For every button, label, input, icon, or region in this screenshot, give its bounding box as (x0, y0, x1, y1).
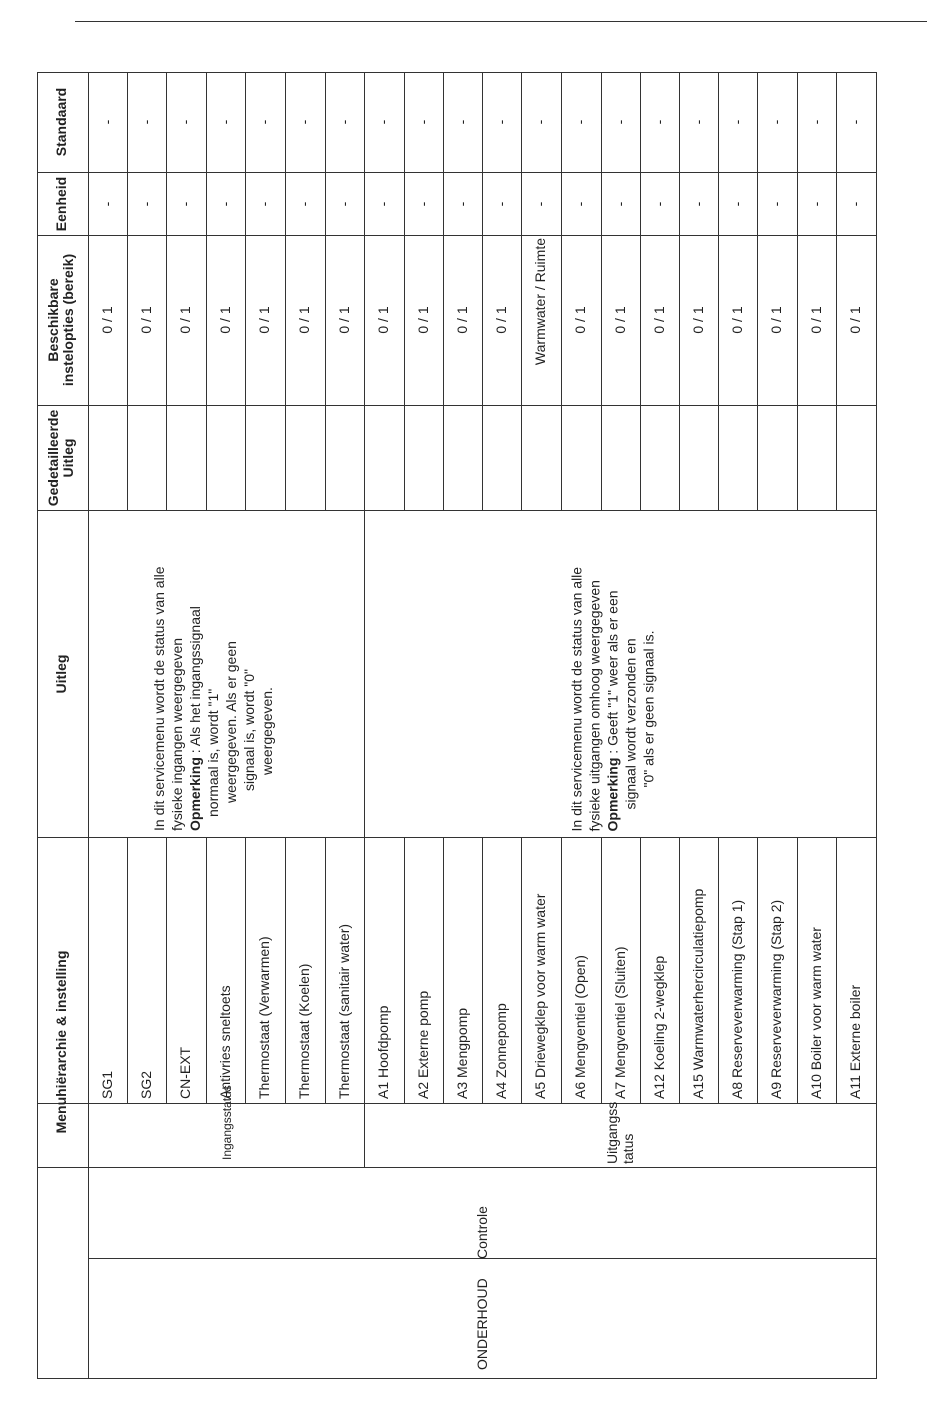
uitleg-uitgang-note (603, 516, 621, 831)
row-default-text: - (572, 119, 588, 125)
row-unit (336, 184, 354, 224)
row-range (651, 238, 669, 402)
row-name-text: Thermostaat (sanitair water) (335, 923, 352, 1099)
row-unit-text: - (492, 201, 509, 206)
row-separator (757, 72, 758, 510)
row-default (612, 102, 630, 142)
band-line (37, 510, 876, 511)
uitleg-uitgang-note-label: Opmerking (604, 757, 620, 831)
row-default-text: - (414, 119, 431, 125)
row-separator (206, 72, 207, 510)
row-unit-text: - (414, 201, 431, 206)
row-name (217, 841, 235, 1099)
uitleg-uitgang-line1: In dit servicemenu wordt de status van alle (568, 566, 584, 831)
row-range (729, 238, 747, 402)
row-name-text: Thermostaat (Verwarmen) (256, 936, 272, 1099)
row-range-text: Warmwater / Ruimte (532, 238, 548, 366)
uitleg-uitgang-note2: signaal wordt verzonden en (622, 637, 638, 809)
row-name (256, 841, 274, 1099)
uitleg-ingang-line1: In dit servicemenu wordt de status van alle (151, 566, 167, 831)
row-default (138, 102, 156, 142)
row-range-text: 0 / 1 (492, 306, 509, 334)
row-separator (757, 837, 758, 1103)
row-separator (797, 72, 798, 510)
row-name-text: A11 Externe boiler (847, 984, 863, 1099)
group-uitgangsstatus (604, 1101, 638, 1164)
row-name (768, 841, 786, 1099)
row-name-text: CN-EXT (177, 1046, 193, 1099)
row-unit (690, 184, 708, 224)
row-default (454, 102, 472, 142)
row-range (415, 238, 433, 402)
header-menu-line1: Menuhiërarchie & instelling (52, 950, 69, 1134)
row-default-text: - (216, 119, 233, 125)
row-default (217, 102, 235, 142)
row-range-text: 0 / 1 (177, 306, 193, 334)
row-unit (454, 184, 472, 224)
row-range (138, 238, 156, 402)
row-range-text: 0 / 1 (650, 306, 667, 334)
row-separator (166, 837, 167, 1103)
row-separator (561, 837, 562, 1103)
header-gedetailleerd-line1: Gedetailleerde (44, 409, 61, 506)
rotated-settings-table (37, 72, 876, 1378)
row-default (572, 102, 590, 142)
row-name-text: A5 Driewegklep voor warm water (532, 893, 548, 1099)
row-unit-text: - (532, 201, 548, 206)
row-separator (482, 837, 483, 1103)
row-separator (404, 72, 405, 510)
row-name-text: Antivries sneltoets (216, 985, 233, 1099)
row-name (847, 841, 865, 1099)
row-range-text: 0 / 1 (611, 306, 628, 334)
row-name (690, 841, 708, 1099)
row-range (256, 238, 274, 402)
row-name-text: A1 Hoofdpomp (375, 1005, 391, 1099)
uitleg-ingang-note4: signaal is, wordt "0" (241, 669, 257, 791)
row-separator (679, 72, 680, 510)
uitleg-uitgang-line2: fysieke uitgangen omhoog weergegeven (586, 579, 602, 831)
row-unit-text: - (689, 201, 706, 206)
row-name-text: A6 Mengventiel (Open) (572, 955, 588, 1099)
row-separator (521, 837, 522, 1103)
row-default-text: - (532, 119, 548, 125)
row-range (768, 238, 786, 402)
table-border-bottom (37, 1378, 877, 1379)
header-bereik-line2: instelopties (bereik) (59, 253, 76, 387)
row-default-text: - (335, 119, 352, 125)
row-name-text: A7 Mengventiel (Sluiten) (611, 946, 628, 1099)
row-default (768, 102, 786, 142)
group-ingang-label: Ingangsstatus (220, 1085, 234, 1160)
row-name-text: A10 Boiler voor warm water (807, 927, 824, 1099)
uitleg-uitgang (567, 516, 681, 831)
uitleg-ingang-note5: weergegeven. (259, 687, 275, 775)
row-name (375, 841, 393, 1099)
row-name-text: A9 Reserveverwarming (Stap 2) (768, 899, 784, 1099)
row-name (138, 841, 156, 1099)
row-range-text: 0 / 1 (256, 306, 272, 334)
row-separator (797, 837, 798, 1103)
row-unit-text: - (375, 201, 391, 206)
group-uitgang-line1: Uitgangss (604, 1101, 620, 1164)
header-menu (54, 917, 72, 1167)
row-range (690, 238, 708, 402)
row-unit-text: - (256, 201, 272, 206)
row-name (454, 841, 472, 1099)
level2-label: Controle (474, 1205, 490, 1259)
row-default-text: - (177, 119, 193, 125)
row-separator (127, 72, 128, 510)
band-line (37, 172, 876, 173)
group-uitgang-line2: tatus (620, 1133, 636, 1164)
row-default (415, 102, 433, 142)
row-default (651, 102, 669, 142)
row-default-text: - (689, 119, 706, 125)
row-range (454, 238, 472, 402)
header-column-edge (88, 72, 89, 1378)
row-name-text: A8 Reserveverwarming (Stap 1) (728, 899, 745, 1099)
row-name (808, 841, 826, 1099)
row-default-text: - (137, 119, 154, 125)
row-range (847, 238, 865, 402)
row-name (651, 841, 669, 1099)
header-uitleg-line1: Uitleg (52, 654, 69, 693)
row-name-text: SG2 (137, 1070, 154, 1099)
row-unit (493, 184, 511, 224)
row-range (177, 238, 195, 402)
table-border-top (37, 72, 876, 73)
row-default-text: - (847, 119, 863, 125)
level1-label: ONDERHOUD (474, 1278, 490, 1370)
row-name-text: A3 Mengpomp (453, 1007, 470, 1099)
band-line (37, 837, 876, 838)
row-name (336, 841, 354, 1099)
row-default (296, 102, 314, 142)
row-separator (285, 837, 286, 1103)
row-range (808, 238, 826, 402)
row-range-text: 0 / 1 (807, 306, 824, 334)
row-unit-text: - (98, 201, 115, 206)
row-separator (482, 72, 483, 510)
row-name (415, 841, 433, 1099)
row-default (847, 102, 865, 142)
row-default (375, 102, 393, 142)
header-standaard-line1: Standaard (52, 87, 69, 157)
row-default (177, 102, 195, 142)
row-separator (325, 837, 326, 1103)
row-default (256, 102, 274, 142)
row-name-text: Thermostaat (Koelen) (296, 963, 312, 1099)
row-default-text: - (296, 119, 312, 125)
row-separator (245, 72, 246, 510)
row-default-text: - (492, 119, 509, 125)
row-separator (718, 72, 719, 510)
row-default-text: - (453, 119, 470, 125)
row-unit (729, 184, 747, 224)
row-range-text: 0 / 1 (137, 306, 154, 334)
row-separator (601, 837, 602, 1103)
row-default (336, 102, 354, 142)
row-default-text: - (807, 119, 824, 125)
row-unit (572, 184, 590, 224)
row-unit-text: - (216, 201, 233, 206)
row-unit-text: - (847, 201, 863, 206)
row-name (729, 841, 747, 1099)
row-separator (325, 72, 326, 510)
row-range-text: 0 / 1 (728, 306, 745, 334)
row-name (532, 841, 550, 1099)
row-unit (217, 184, 235, 224)
header-bereik (46, 240, 80, 400)
row-name-text: A2 Externe pomp (414, 990, 431, 1099)
row-name-text: A12 Koeling 2-wegklep (650, 955, 667, 1099)
band-line (37, 405, 876, 406)
uitleg-uitgang-note3: "0" als er geen signaal is. (640, 629, 656, 787)
row-default (729, 102, 747, 142)
group-ingangsstatus (219, 1085, 234, 1160)
row-unit (808, 184, 826, 224)
band-line (88, 1167, 876, 1168)
row-unit (651, 184, 669, 224)
row-default-text: - (650, 119, 667, 125)
band-line (37, 1167, 88, 1168)
row-name-text: A15 Warmwaterhercirculatiepomp (689, 888, 706, 1099)
uitleg-uitgang-note-text: : Geeft "1" weer als er een (604, 589, 620, 758)
row-unit (296, 184, 314, 224)
row-unit-text: - (177, 201, 193, 206)
row-unit-text: - (296, 201, 312, 206)
row-separator (285, 72, 286, 510)
level2-controle (474, 1179, 492, 1259)
row-separator (206, 837, 207, 1103)
row-separator (521, 72, 522, 510)
uitleg-ingang-note-label: Opmerking (187, 757, 203, 831)
top-rule (75, 21, 927, 22)
row-default (99, 102, 117, 142)
row-unit (99, 184, 117, 224)
row-separator (836, 837, 837, 1103)
row-separator (245, 837, 246, 1103)
row-name-text: A4 Zonnepomp (492, 1003, 509, 1099)
row-default-text: - (768, 119, 784, 125)
row-range (217, 238, 235, 402)
row-separator (443, 837, 444, 1103)
row-name (493, 841, 511, 1099)
row-default-text: - (728, 119, 745, 125)
row-unit-text: - (807, 201, 824, 206)
row-range-text: 0 / 1 (335, 306, 352, 334)
row-unit-text: - (768, 201, 784, 206)
row-separator (404, 837, 405, 1103)
row-range-text: 0 / 1 (453, 306, 470, 334)
row-default (532, 102, 550, 142)
group-separator (364, 1103, 365, 1167)
uitleg-ingang-note (186, 516, 204, 831)
header-gedetailleerd-line2: Uitleg (59, 438, 76, 477)
row-separator (166, 72, 167, 510)
row-separator (443, 72, 444, 510)
row-name-text: SG1 (98, 1070, 115, 1099)
row-unit (612, 184, 630, 224)
row-range (532, 238, 550, 402)
row-unit-text: - (650, 201, 667, 206)
row-name (572, 841, 590, 1099)
row-range-text: 0 / 1 (98, 306, 115, 334)
group-separator (364, 510, 365, 1103)
row-range (99, 238, 117, 402)
row-range-text: 0 / 1 (847, 306, 863, 334)
header-uitleg (54, 614, 72, 734)
row-unit (138, 184, 156, 224)
row-default (690, 102, 708, 142)
row-range (572, 238, 590, 402)
header-gedetailleerd (46, 408, 80, 508)
header-eenheid (54, 174, 72, 234)
row-range-text: 0 / 1 (414, 306, 431, 334)
row-range-text: 0 / 1 (689, 306, 706, 334)
row-separator (364, 72, 365, 510)
row-range (493, 238, 511, 402)
header-bereik-line1: Beschikbare (44, 278, 61, 362)
row-range-text: 0 / 1 (572, 306, 588, 334)
row-name (612, 841, 630, 1099)
header-standaard (54, 77, 72, 167)
row-name (177, 841, 195, 1099)
row-separator (127, 837, 128, 1103)
table-border-right (876, 72, 877, 1378)
row-range (612, 238, 630, 402)
row-range (296, 238, 314, 402)
uitleg-ingang-note2: normaal is, wordt "1" (205, 688, 221, 817)
row-range-text: 0 / 1 (375, 306, 391, 334)
row-name (99, 841, 117, 1099)
row-default (493, 102, 511, 142)
row-range-text: 0 / 1 (296, 306, 312, 334)
row-default-text: - (611, 119, 628, 125)
row-separator (718, 837, 719, 1103)
uitleg-ingang (150, 516, 283, 831)
row-default-text: - (98, 119, 115, 125)
row-unit-text: - (728, 201, 745, 206)
band-line (37, 235, 876, 236)
row-separator (679, 837, 680, 1103)
row-separator (601, 72, 602, 510)
row-separator (640, 837, 641, 1103)
row-unit (532, 184, 550, 224)
row-range-text: 0 / 1 (216, 306, 233, 334)
row-unit (177, 184, 195, 224)
row-range-text: 0 / 1 (768, 306, 784, 334)
uitleg-ingang-line2: fysieke ingangen weergegeven (169, 637, 185, 831)
table-border-left (37, 72, 38, 1378)
row-separator (836, 72, 837, 510)
row-name (296, 841, 314, 1099)
row-unit (415, 184, 433, 224)
level1-onderhoud (474, 1250, 492, 1370)
uitleg-ingang-note3: weergegeven. Als er geen (223, 641, 239, 803)
row-unit (847, 184, 865, 224)
row-separator (561, 72, 562, 510)
row-default-text: - (375, 119, 391, 125)
row-unit (768, 184, 786, 224)
row-default-text: - (256, 119, 272, 125)
row-unit (256, 184, 274, 224)
uitleg-ingang-note-text: : Als het ingangssignaal (187, 606, 203, 758)
header-eenheid-line1: Eenheid (52, 176, 69, 231)
row-unit (375, 184, 393, 224)
row-default (808, 102, 826, 142)
row-separator (640, 72, 641, 510)
row-unit-text: - (453, 201, 470, 206)
row-range (336, 238, 354, 402)
row-range (375, 238, 393, 402)
row-unit-text: - (137, 201, 154, 206)
row-unit-text: - (572, 201, 588, 206)
row-unit-text: - (335, 201, 352, 206)
row-unit-text: - (611, 201, 628, 206)
band-line (37, 1103, 876, 1104)
